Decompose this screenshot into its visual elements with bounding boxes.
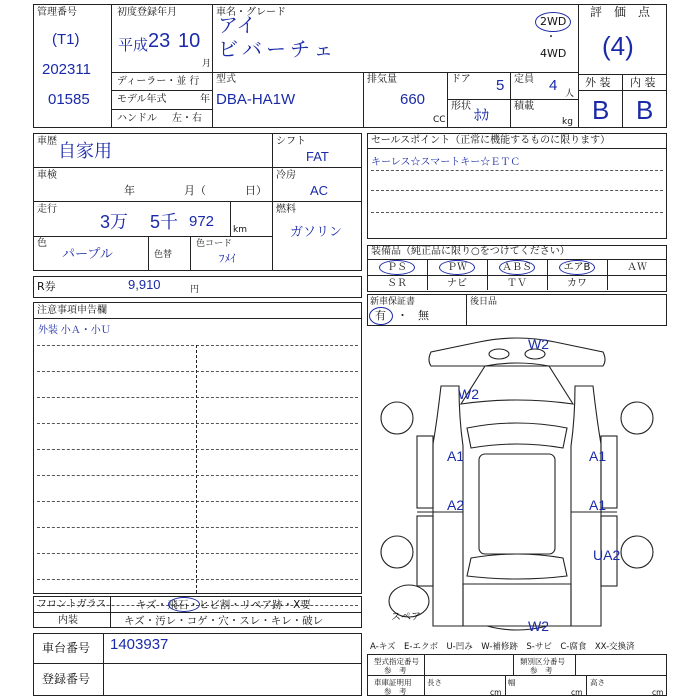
notes-line bbox=[37, 501, 358, 502]
yen-label: 円 bbox=[190, 285, 200, 295]
rating-value: (4) bbox=[602, 31, 634, 61]
damage-right-rear-quarter: UA2 bbox=[593, 547, 621, 563]
mileage-man: 3万 bbox=[100, 212, 129, 232]
insp-year: 年 bbox=[124, 184, 135, 197]
first-reg-label: 初度登録年月 bbox=[117, 7, 177, 18]
notes-line bbox=[37, 527, 358, 528]
car-name: アイ bbox=[218, 15, 257, 37]
width-cm: cm bbox=[571, 688, 583, 697]
warranty-no: 無 bbox=[418, 309, 429, 322]
sales-points: キーレス☆スマートキー☆ＥＴＣ bbox=[371, 157, 521, 168]
equipment-circle bbox=[499, 260, 535, 275]
equipment-circle bbox=[559, 260, 595, 275]
length-cm: cm bbox=[490, 688, 502, 697]
shift-label: シフト bbox=[276, 136, 306, 147]
displacement: 660 bbox=[400, 91, 426, 108]
capacity: 4 bbox=[549, 77, 558, 94]
shape-label: 形状 bbox=[451, 101, 471, 112]
chassis-no: 1403937 bbox=[110, 636, 169, 653]
length-label: 長さ bbox=[427, 678, 442, 687]
capacity-label: 定員 bbox=[514, 74, 534, 85]
notes-divider bbox=[196, 345, 197, 593]
insp-month: 月（ bbox=[184, 184, 206, 197]
equipment-item: ＰＳ bbox=[387, 262, 407, 273]
damage-left-rear-door: A2 bbox=[447, 497, 465, 513]
equipment-item: ＡＢＳ bbox=[502, 262, 532, 273]
notes-line bbox=[37, 475, 358, 476]
grade: ビバーチェ bbox=[218, 39, 338, 61]
rating-label: 評 価 点 bbox=[590, 5, 651, 19]
person-label: 人 bbox=[565, 89, 575, 99]
legend: A-キズ E-エクボ U-凹み W-補修跡 S-サビ C-腐食 XX-交換済 bbox=[370, 642, 635, 652]
height-cm: cm bbox=[652, 688, 664, 697]
sales-points-label: セールスポイント（正常に機能するものに限ります） bbox=[371, 135, 611, 146]
ref-label-2: 参 考 bbox=[530, 666, 553, 675]
notes-line bbox=[37, 553, 358, 554]
notes-line bbox=[37, 423, 358, 424]
ref-label-1: 参 考 bbox=[384, 666, 407, 675]
height-label: 高さ bbox=[590, 678, 605, 687]
wd-dot: ・ bbox=[546, 32, 556, 43]
front-glass-label: フロントガラス bbox=[37, 599, 107, 610]
warranty-label: 新車保証書 bbox=[370, 297, 416, 307]
reg-year: 23 bbox=[148, 30, 171, 52]
shadai-cert-label: 車庫証明用 bbox=[374, 678, 412, 687]
notes-line bbox=[37, 449, 358, 450]
year-label: 年 bbox=[200, 94, 210, 105]
interior-items: キズ・汚レ・コゲ・穴・スレ・キレ・破レ bbox=[124, 615, 324, 627]
ref-label-3: 参 考 bbox=[384, 687, 407, 696]
r-ken-value: 9,910 bbox=[128, 277, 161, 292]
mgmt-no-1: 202311 bbox=[42, 61, 91, 78]
notes-line bbox=[37, 397, 358, 398]
notes-label: 注意事項申告欄 bbox=[37, 305, 107, 316]
color-change-label: 色替 bbox=[154, 250, 173, 260]
equipment-item: エアB bbox=[563, 262, 591, 273]
handle-label: ハンドル bbox=[117, 113, 157, 124]
equipment-circle bbox=[379, 260, 415, 275]
reg-no-label: 登録番号 bbox=[42, 672, 91, 686]
equipment-item: ナビ bbox=[447, 277, 467, 289]
mileage-label: 走行 bbox=[37, 204, 57, 215]
color-code-label: 色コード bbox=[196, 239, 233, 249]
kg-label: kg bbox=[562, 117, 573, 127]
cc-label: CC bbox=[433, 115, 446, 125]
two-wd: 2WD bbox=[540, 15, 567, 28]
history: 自家用 bbox=[58, 141, 112, 161]
loading-label: 積載 bbox=[514, 101, 534, 112]
notes-line bbox=[37, 345, 358, 346]
katashiki-ref-label: 型式指定番号 bbox=[374, 657, 419, 666]
cooling: AC bbox=[310, 183, 329, 198]
four-wd: 4WD bbox=[540, 47, 567, 60]
equipment-label: 装備品（純正品に限り○をつけてください） bbox=[371, 246, 570, 257]
damage-right-rear-door: A1 bbox=[589, 497, 607, 513]
history-label: 車歴 bbox=[37, 136, 57, 147]
damage-left-front-door: A1 bbox=[447, 448, 465, 464]
mileage-rest: 972 bbox=[189, 213, 215, 230]
damage-front: W2 bbox=[528, 336, 549, 352]
damage-rear: W2 bbox=[528, 618, 549, 634]
warranty-sep: ・ bbox=[397, 309, 408, 322]
equipment-item: カワ bbox=[567, 277, 587, 289]
shift: FAT bbox=[306, 149, 329, 164]
displacement-label: 排気量 bbox=[367, 74, 397, 85]
equipment-circle bbox=[439, 260, 475, 275]
color-code: ﾌﾒｲ bbox=[219, 253, 236, 265]
fuel: ガソリン bbox=[290, 224, 343, 239]
handle-lr: 左・右 bbox=[172, 113, 202, 124]
spare-label: スペア bbox=[391, 612, 421, 623]
color-label: 色 bbox=[37, 238, 47, 249]
reg-month: 10 bbox=[178, 30, 201, 52]
r-ken-label: R券 bbox=[37, 280, 56, 293]
dealer-label: ディーラー・並 行 bbox=[117, 76, 200, 87]
equipment-divider bbox=[607, 275, 608, 291]
interior-row-label: 内装 bbox=[58, 615, 78, 626]
inspection-label: 車検 bbox=[37, 170, 57, 181]
damage-left-front: W2 bbox=[458, 386, 479, 402]
notes-line bbox=[37, 371, 358, 372]
mgmt-no-label: 管理番号 bbox=[37, 7, 77, 18]
model-year-label: モデル年式 bbox=[117, 94, 167, 105]
mgmt-t: (T1) bbox=[52, 31, 80, 48]
km-label: km bbox=[233, 225, 247, 235]
color: パープル bbox=[62, 246, 113, 261]
ruibetsu-ref-label: 類別区分番号 bbox=[520, 657, 565, 666]
car-diagram bbox=[367, 326, 667, 638]
month-label: 月 bbox=[202, 59, 212, 69]
equipment-item: ＰＷ bbox=[447, 262, 467, 273]
chassis-no-label: 車台番号 bbox=[42, 641, 91, 655]
door-label: ドア bbox=[451, 74, 471, 85]
interior-grade: B bbox=[636, 95, 654, 125]
era: 平成 bbox=[118, 37, 149, 54]
front-glass-items: キズ・飛石・ヒビ割・リペア跡・X要 bbox=[136, 599, 311, 611]
car-name-label: 車名・グレード bbox=[216, 7, 286, 18]
notes-line bbox=[37, 579, 358, 580]
mgmt-no-2: 01585 bbox=[48, 91, 90, 108]
exterior-grade: B bbox=[592, 95, 610, 125]
exterior-label: 外 装 bbox=[585, 76, 611, 89]
fuel-label: 燃料 bbox=[276, 204, 296, 215]
katashiki-label: 型式 bbox=[216, 74, 236, 85]
width-label: 幅 bbox=[508, 678, 516, 687]
notes-text: 外装 小Ａ・小Ｕ bbox=[38, 325, 111, 336]
warranty-yes: 有 bbox=[375, 309, 386, 322]
cooling-label: 冷房 bbox=[276, 170, 296, 181]
shape: ﾎｶ bbox=[474, 107, 490, 124]
mileage-sen: 5千 bbox=[150, 212, 179, 232]
equipment-item: ＡＷ bbox=[627, 262, 647, 273]
tobiishi-circle bbox=[168, 597, 200, 612]
equipment-item: ＳＲ bbox=[387, 277, 407, 289]
after-market-label: 後日品 bbox=[470, 297, 498, 307]
equipment-item: ＴＶ bbox=[507, 277, 527, 289]
damage-right-front-door: A1 bbox=[589, 448, 607, 464]
doors: 5 bbox=[496, 77, 505, 94]
insp-day: 日） bbox=[245, 184, 267, 197]
interior-label: 内 装 bbox=[630, 76, 656, 89]
katashiki: DBA-HA1W bbox=[216, 91, 296, 108]
